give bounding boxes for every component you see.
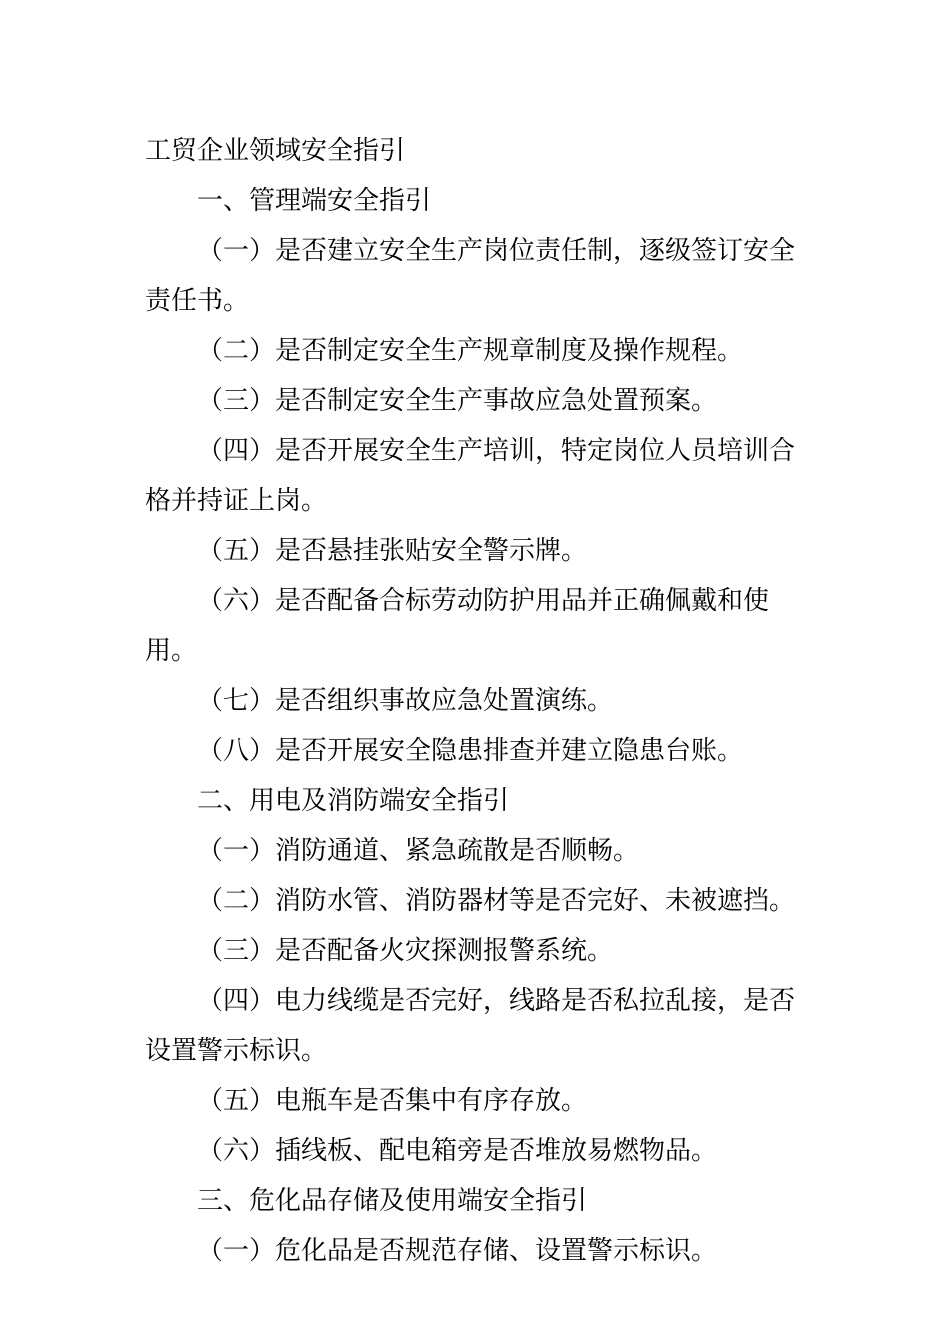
section-heading-management: 一、管理端安全指引 <box>197 186 432 216</box>
document-body <box>145 126 815 1276</box>
list-item: （六）是否配备合标劳动防护用品并正确佩戴和使用。 <box>145 586 770 666</box>
section-heading-hazardous-chemicals: 三、危化品存储及使用端安全指引 <box>197 1186 588 1216</box>
list-item: （一）危化品是否规范存储、设置警示标识。 <box>197 1236 718 1266</box>
list-item: （四）电力线缆是否完好，线路是否私拉乱接，是否设置警示标识。 <box>145 986 796 1066</box>
document-title: 工贸企业领域安全指引 <box>145 136 406 166</box>
list-item: （三）是否制定安全生产事故应急处置预案。 <box>197 386 718 416</box>
list-item: （三）是否配备火灾探测报警系统。 <box>197 936 614 966</box>
list-item: （五）是否悬挂张贴安全警示牌。 <box>197 536 588 566</box>
list-item: （二）消防水管、消防器材等是否完好、未被遮挡。 <box>197 886 796 916</box>
list-item: （五）电瓶车是否集中有序存放。 <box>197 1086 588 1116</box>
list-item: （二）是否制定安全生产规章制度及操作规程。 <box>197 336 744 366</box>
list-item: （七）是否组织事故应急处置演练。 <box>197 686 614 716</box>
section-heading-electrical-fire: 二、用电及消防端安全指引 <box>197 786 510 816</box>
list-item: （四）是否开展安全生产培训，特定岗位人员培训合格并持证上岗。 <box>145 436 796 516</box>
list-item: （一）消防通道、紧急疏散是否顺畅。 <box>197 836 640 866</box>
list-item: （一）是否建立安全生产岗位责任制，逐级签订安全责任书。 <box>145 236 796 316</box>
list-item: （八）是否开展安全隐患排查并建立隐患台账。 <box>197 736 744 766</box>
list-item: （六）插线板、配电箱旁是否堆放易燃物品。 <box>197 1136 718 1166</box>
